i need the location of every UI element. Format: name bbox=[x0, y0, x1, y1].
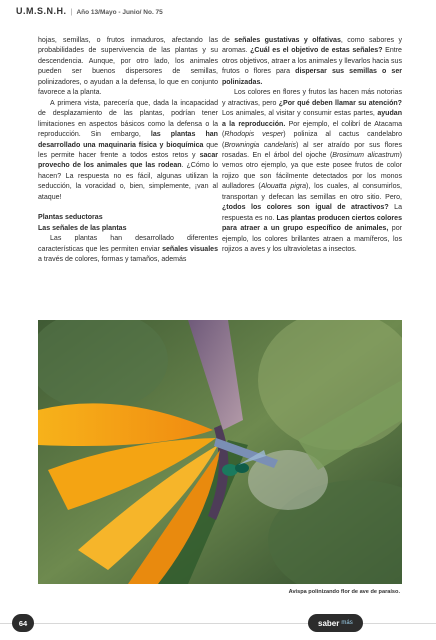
left-paragraph-2: A primera vista, parecería que, dada la incapacidad de desplazamiento de las plantas, podrían tener limitaciones en aspectos básicos como la defensa o la reproducción. Sin embargo, las plantas han desarrollado una maquinaria física y bioquímica que les permite hacer frente a todos estos retos y sacar provecho de los animales que las rodean. ¿Cómo lo hacen? La respuesta no es fácil, algunas utilizan la seducción, la voracidad o, bien, simplemente, ¡van al ataque! bbox=[38, 99, 219, 201]
left-column bbox=[38, 36, 218, 266]
left-paragraph-3: Las plantas han desarrollado diferentes características que les permiten enviar señales visuales a través de colores, formas y tamaños, además bbox=[38, 235, 218, 264]
right-paragraph-2: Los colores en flores y frutos las hacen más notorias y atractivas, pero ¿Por qué deben llamar su atención? Los animales, al visitar y consumir estas partes, ayudan a la reproducción. Por ejemplo, el colibrí de Atacama (Rhodopis vesper) poliniza al cactus candelabro (Browningia candelaris) al ser atraído por sus flores rosadas. En el árbol del ojoche (Brosimum alicastrum) vemos otro ejemplo, ya que este posee frutos de color rojizo que son fácilmente detectados por los monos aulladores (Alouatta pigra), los cuales, al consumirlos, transportan y defecan las semillas en otro sitio. Pero, ¿todos los colores son igual de atractivos? La respuesta es no. Las plantas producen ciertos colores para atraer a un grupo específico de animales, por ejemplo, los colores brillantes atraen a mamíferos, los rojizos a aves y los ultravioletas a insectos. bbox=[222, 89, 403, 254]
left-paragraph-1: hojas, semillas, o frutos inmaduros, afectando las probabilidades de supervivencia de las plantas y su descendencia. Aunque, por otro lado, los animales pueden ser buenos dispersores de semillas, polinizadores, o ayudan a la defensa, lo que en conjunto favorece a la planta. bbox=[38, 37, 218, 97]
page-number: 64 bbox=[12, 614, 34, 632]
section-heading: Plantas seductoras bbox=[38, 214, 103, 222]
bird-of-paradise-photo bbox=[38, 320, 402, 584]
subsection-heading: Las señales de las plantas bbox=[38, 224, 127, 232]
header-brand: U.M.S.N.H. bbox=[16, 6, 67, 16]
header-issue: Año 13/Mayo - Junio/ No. 75 bbox=[76, 9, 163, 16]
right-column bbox=[222, 36, 402, 256]
photo-caption: Avispa polinizando flor de ave de paraíso. bbox=[288, 589, 400, 595]
saber-mas-logo bbox=[308, 614, 363, 632]
page-footer bbox=[0, 612, 436, 634]
logo-sub-text: más bbox=[341, 620, 353, 626]
right-paragraph-1: de señales gustativas y olfativas, como sabores y aromas. ¿Cuál es el objetivo de estas señales? Entre otros objetivos, atraer a los animales y llevarlos hacia sus frutos o flores para dispersar sus semillas o ser polinizadas. bbox=[222, 37, 402, 86]
running-header bbox=[16, 6, 163, 16]
logo-main-text: saber bbox=[318, 618, 340, 628]
footer-rule bbox=[0, 623, 436, 624]
header-separator: | bbox=[70, 7, 73, 16]
